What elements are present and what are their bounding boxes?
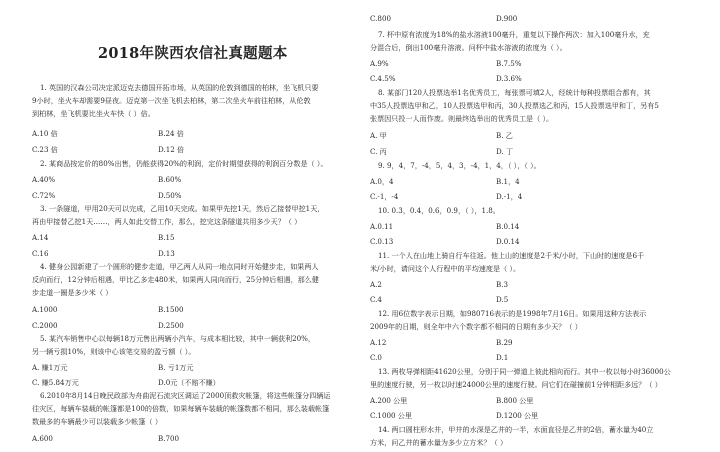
text-line: C. 赚5.84万元 — [32, 378, 79, 387]
text-line: D.50% — [158, 191, 182, 200]
text-line: A. 赚1万元 — [32, 363, 68, 372]
text-line: 反向而行，12分钟后相遇，甲比乙多走480米，如果两人同向而行，25分钟后相遇，那么健 — [32, 275, 319, 284]
text-line: A.12 — [370, 338, 387, 347]
text-line: 8. 某部门120人投票选举1名优秀员工，每张票可填2人，经统计每种投票组合都有，其 — [378, 88, 651, 97]
text-line: 米/小时，请问这个人行程中的平均速度是（ ）。 — [370, 264, 521, 273]
text-line: A.40% — [32, 175, 56, 184]
text-line: B. 亏1万元 — [158, 363, 194, 372]
text-line: 另一辆亏损10%，则该中心该笔交易的盈亏额（ ）。 — [32, 347, 196, 356]
text-line: 里的速度行驶，另一枚以时速24000公里的速度行驶。问它们在碰撞前1分钟相距多远？（ ） — [370, 380, 662, 389]
text-line: C. 丙 — [370, 147, 387, 156]
text-line: C.2000 — [32, 321, 58, 330]
text-line: B.24 倍 — [158, 129, 184, 138]
text-line: B.29 — [496, 338, 513, 347]
text-line: C.-1，-4 — [370, 192, 399, 201]
text-line: D.2500 — [158, 321, 184, 330]
text-line: 数最多的车辆最少可以装载多少帐篷（ ） — [32, 417, 162, 426]
text-line: 12. 用6位数字表示日期，如980716表示的是1998年7月16日。如果用这种方法表示 — [378, 309, 647, 318]
text-line: D.-1，4 — [496, 192, 523, 201]
text-line: C.1000 公里 — [370, 411, 412, 420]
text-line: A.600 — [32, 434, 53, 443]
text-line: B.700 — [158, 434, 180, 443]
text-line: C.0 — [370, 353, 382, 362]
text-line: 9. 9，4，7，-4，5，4，3，-4，1，4，（ ），（ ）。 — [378, 161, 541, 170]
text-line: 步走道一圈是多少米（ ） — [32, 288, 113, 297]
text-line: B.7.5% — [496, 59, 522, 68]
text-line: 中35人投票选甲和乙，10人投票选甲和丙，30人投票选乙和丙，15人投票选甲和丁，另有5 — [370, 101, 659, 110]
text-line: 到柏林，坐飞机要比坐火车快（ ）倍。 — [32, 109, 155, 118]
text-line: D.1200 公里 — [496, 411, 539, 420]
text-line: 方米，问乙井的蓄水量为多少立方米？（ ） — [370, 438, 508, 447]
text-line: A. 甲 — [370, 131, 387, 140]
text-line: D.0元（不赔不赚） — [158, 378, 220, 387]
text-line: B.3 — [496, 280, 508, 289]
text-line: 9小时，坐火车却需要9昼夜。迈克第一次坐飞机去柏林，第二次坐火车前往柏林，从伦敦 — [32, 96, 311, 105]
text-line: C.4 — [370, 295, 382, 304]
text-line: C.4.5% — [370, 74, 396, 83]
text-line: 4. 健身公园新建了一个圆形的健步走道，甲乙两人从同一地点同时开始健步走，如果两人 — [40, 262, 319, 271]
text-line: 3. 一条隧道，甲用20天可以完成，乙用10天完成。如果甲先挖1天，然后乙接替甲挖1天， — [40, 204, 325, 213]
text-line: C.800 — [370, 14, 391, 23]
text-line: 往灾区，每辆车装载的帐篷都是100的倍数，如果每辆车装载的帐篷数都不相同，那么装载帐篷 — [32, 404, 330, 413]
text-line: A.2 — [370, 280, 382, 289]
text-line: B. 乙 — [496, 131, 513, 140]
text-line: D.3.6% — [496, 74, 522, 83]
text-line: A.14 — [32, 233, 49, 242]
text-line: A.200 公里 — [370, 396, 408, 405]
text-line: B.1，4 — [496, 177, 520, 186]
text-line: D.12 倍 — [158, 145, 185, 154]
text-line: 7. 杯中原有浓度为18%的盐水溶液100毫升，重复以下操作两次：加入100毫升水，充 — [378, 30, 650, 39]
text-line: B.800 公里 — [496, 396, 534, 405]
text-line: 2. 某商品按定价的80%出售，仍能获得20%的利润，定价时期望获得的利润百分数是（ ）。 — [40, 159, 328, 168]
text-line: A.9% — [370, 59, 389, 68]
text-line: B.15 — [158, 233, 175, 242]
text-line: 13. 两枚导弹相距41620公里，分别于同一弹道上彼此相向而行。其中一枚以每小时36000公 — [378, 367, 671, 376]
text-line: A.0，4 — [370, 177, 394, 186]
text-line: 5. 某汽车销售中心以每辆18万元售出两辆小汽车，与成本相比较，其中一辆获利20%， — [40, 334, 316, 343]
text-line: 6.2010年8月14日晚民政部为舟曲泥石流灾区调运了2000顶救灾帐篷，将这些帐篷分四辆运 — [40, 391, 331, 400]
text-line: 1. 英国的汉森公司决定派迈克去德国开拓市场，从英国的伦敦到德国的柏林，坐飞机只要 — [40, 83, 319, 92]
text-line: A.10 倍 — [32, 129, 58, 138]
text-line: C.16 — [32, 249, 49, 258]
text-line: C.0.13 — [370, 237, 394, 246]
text-line: A.1000 — [32, 305, 58, 314]
text-line: D. 丁 — [496, 147, 514, 156]
text-line: 14. 两口圆柱形水井，甲井的水深是乙井的一半，水面直径是乙井的2倍，蓄水量为40立 — [378, 425, 654, 434]
text-line: 再由甲接替乙挖1天……，两人如此交替工作，那么，挖完这条隧道共用多少天？（ ） — [32, 217, 302, 226]
text-line: B.60% — [158, 175, 182, 184]
page-title: 2018年陕西农信社真题题本 — [98, 45, 288, 62]
text-line: D.900 — [496, 14, 518, 23]
text-line: 分混合后，倒出100毫升溶液。问杯中盐水溶液的浓度为（ ）。 — [370, 43, 567, 52]
text-line: B.1500 — [158, 305, 184, 314]
text-line: D.13 — [158, 249, 175, 258]
text-line: D.0.14 — [496, 237, 520, 246]
text-line: 2009年的日期，则全年中六个数字都不相同的日期有多少天？（ ） — [370, 322, 582, 331]
text-line: A.0.11 — [370, 222, 394, 231]
text-line: C.23 倍 — [32, 145, 58, 154]
text-line: D.1 — [496, 353, 509, 362]
text-line: B.0.14 — [496, 222, 520, 231]
text-line: 张票因只投一人而作废。则最终选举出的优秀员工是（ ）。 — [370, 114, 554, 123]
text-line: 11. 一个人在山地上骑自行车往返。他上山的速度是2千米/小时，下山时的速度是6千 — [378, 251, 645, 260]
text-line: C.72% — [32, 191, 56, 200]
text-line: D.5 — [496, 295, 509, 304]
text-line: 10. 0.3，0.4，0.6，0.9，（ ），1.8。 — [378, 206, 500, 215]
